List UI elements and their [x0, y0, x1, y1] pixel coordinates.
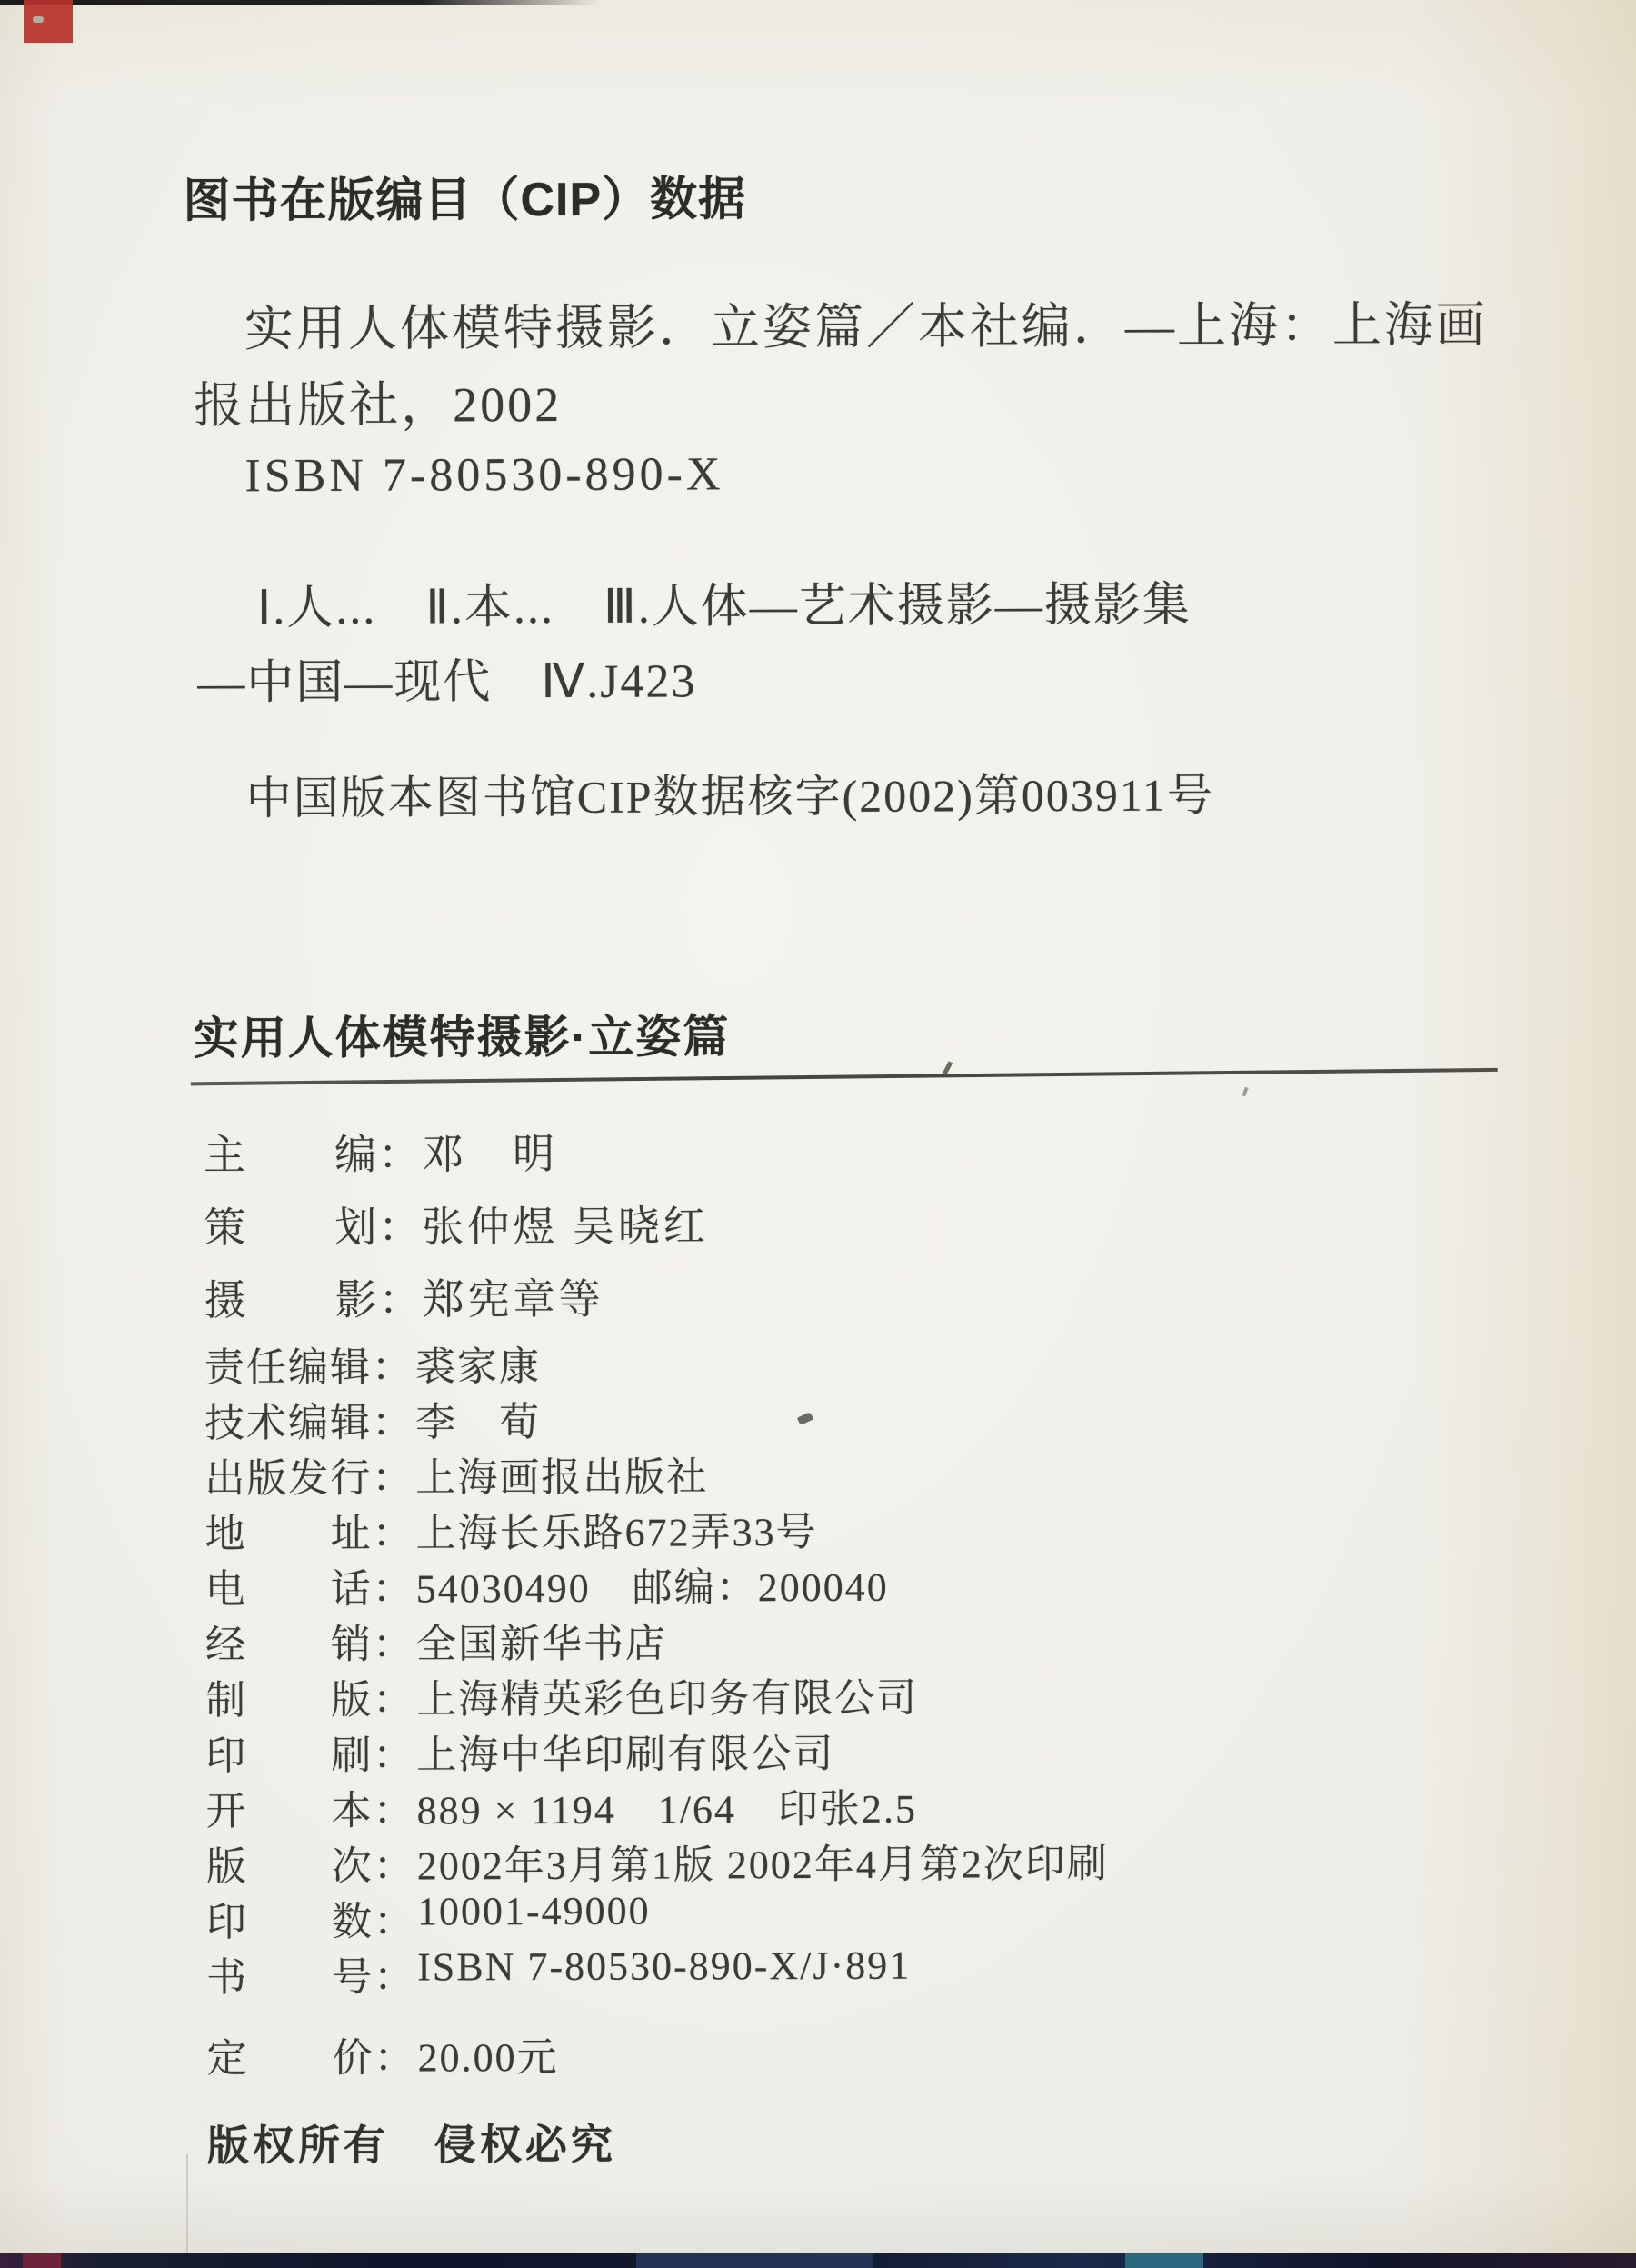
classification-line1: Ⅰ.人... Ⅱ.本... Ⅲ.人体—艺术摄影—摄影集	[256, 579, 1192, 635]
info-row-print-run	[206, 1886, 1109, 1944]
info-label: 印 数：	[205, 1899, 416, 1945]
credit-row-photographer	[204, 1265, 710, 1340]
info-value: 上海画报出版社	[415, 1454, 709, 1501]
info-row-edition	[206, 1831, 1109, 1889]
info-value: 54030490 邮编：200040	[415, 1564, 889, 1612]
title-underline-rule	[191, 1068, 1498, 1086]
info-row-format	[205, 1775, 1108, 1833]
info-value: 全国新华书店	[415, 1621, 668, 1667]
info-value: 上海长乐路672弄33号	[415, 1510, 818, 1556]
credit-label: 摄 影：	[204, 1276, 423, 1324]
info-value: 889 × 1194 1/64 印张2.5	[416, 1786, 918, 1833]
cip-entry-line2: 报出版社，2002	[194, 376, 563, 434]
credit-value: 郑宪章等	[422, 1275, 604, 1324]
info-value: 20.00元	[417, 2035, 559, 2081]
cip-entry-line1: 实用人体模特摄影．立姿篇／本社编．—上海：上海画	[244, 297, 1489, 357]
copyright-notice: 版权所有 侵权必究	[206, 2120, 616, 2170]
info-value: 上海中华印刷有限公司	[416, 1731, 835, 1778]
info-label: 责任编辑：	[204, 1344, 414, 1391]
credit-row-planners	[204, 1193, 709, 1267]
info-label: 技术编辑：	[204, 1400, 414, 1446]
info-row-address	[204, 1498, 1107, 1556]
info-label: 书 号：	[206, 1954, 416, 2001]
isbn-line: ISBN 7-80530-890-X	[244, 448, 724, 503]
info-row-book-number	[206, 1942, 1109, 2000]
info-row-phone	[205, 1554, 1108, 1612]
info-label: 经 销：	[204, 1622, 415, 1668]
info-value: ISBN 7-80530-890-X/J·891	[417, 1943, 912, 1990]
info-label: 制 版：	[205, 1677, 415, 1723]
info-label: 地 址：	[204, 1511, 414, 1557]
classification-line2: —中国—现代 Ⅳ.J423	[197, 655, 697, 710]
info-row-responsible-editor	[204, 1332, 1107, 1390]
info-label: 定 价：	[206, 2035, 416, 2082]
publication-info-block	[204, 1332, 1110, 2081]
info-label: 版 次：	[205, 1843, 415, 1890]
info-label: 开 本：	[205, 1788, 415, 1834]
credit-row-chief-editor	[204, 1120, 709, 1194]
info-value: 10001-49000	[416, 1888, 651, 1934]
info-label: 出版发行：	[204, 1455, 414, 1502]
cip-data-header: 图书在版编目（CIP）数据	[183, 173, 747, 228]
info-row-technical-editor	[204, 1387, 1107, 1445]
credit-value: 张仲煜 吴晓红	[422, 1203, 709, 1251]
credit-value: 邓 明	[421, 1130, 559, 1178]
cip-record-number: 中国版本图书馆CIP数据核字(2002)第003911号	[245, 769, 1215, 824]
info-label: 电 话：	[204, 1566, 414, 1613]
info-value: 2002年3月第1版 2002年4月第2次印刷	[416, 1841, 1109, 1889]
info-row-plate-making	[205, 1664, 1108, 1723]
info-row-publisher	[204, 1443, 1107, 1501]
info-row-price	[206, 2023, 1109, 2081]
book-title: 实用人体模特摄影·立姿篇	[193, 1011, 731, 1064]
credit-label: 主 编：	[203, 1131, 423, 1179]
info-value: 李 荀	[415, 1400, 542, 1445]
info-value: 裘家康	[414, 1344, 541, 1390]
credit-label: 策 划：	[204, 1204, 423, 1252]
cip-entry-paragraph	[194, 286, 1489, 444]
credits-block	[204, 1120, 709, 1340]
info-label: 印 刷：	[205, 1733, 415, 1779]
info-row-distribution	[205, 1609, 1108, 1667]
info-value: 上海精英彩色印务有限公司	[416, 1675, 919, 1723]
info-row-printing	[205, 1720, 1108, 1778]
